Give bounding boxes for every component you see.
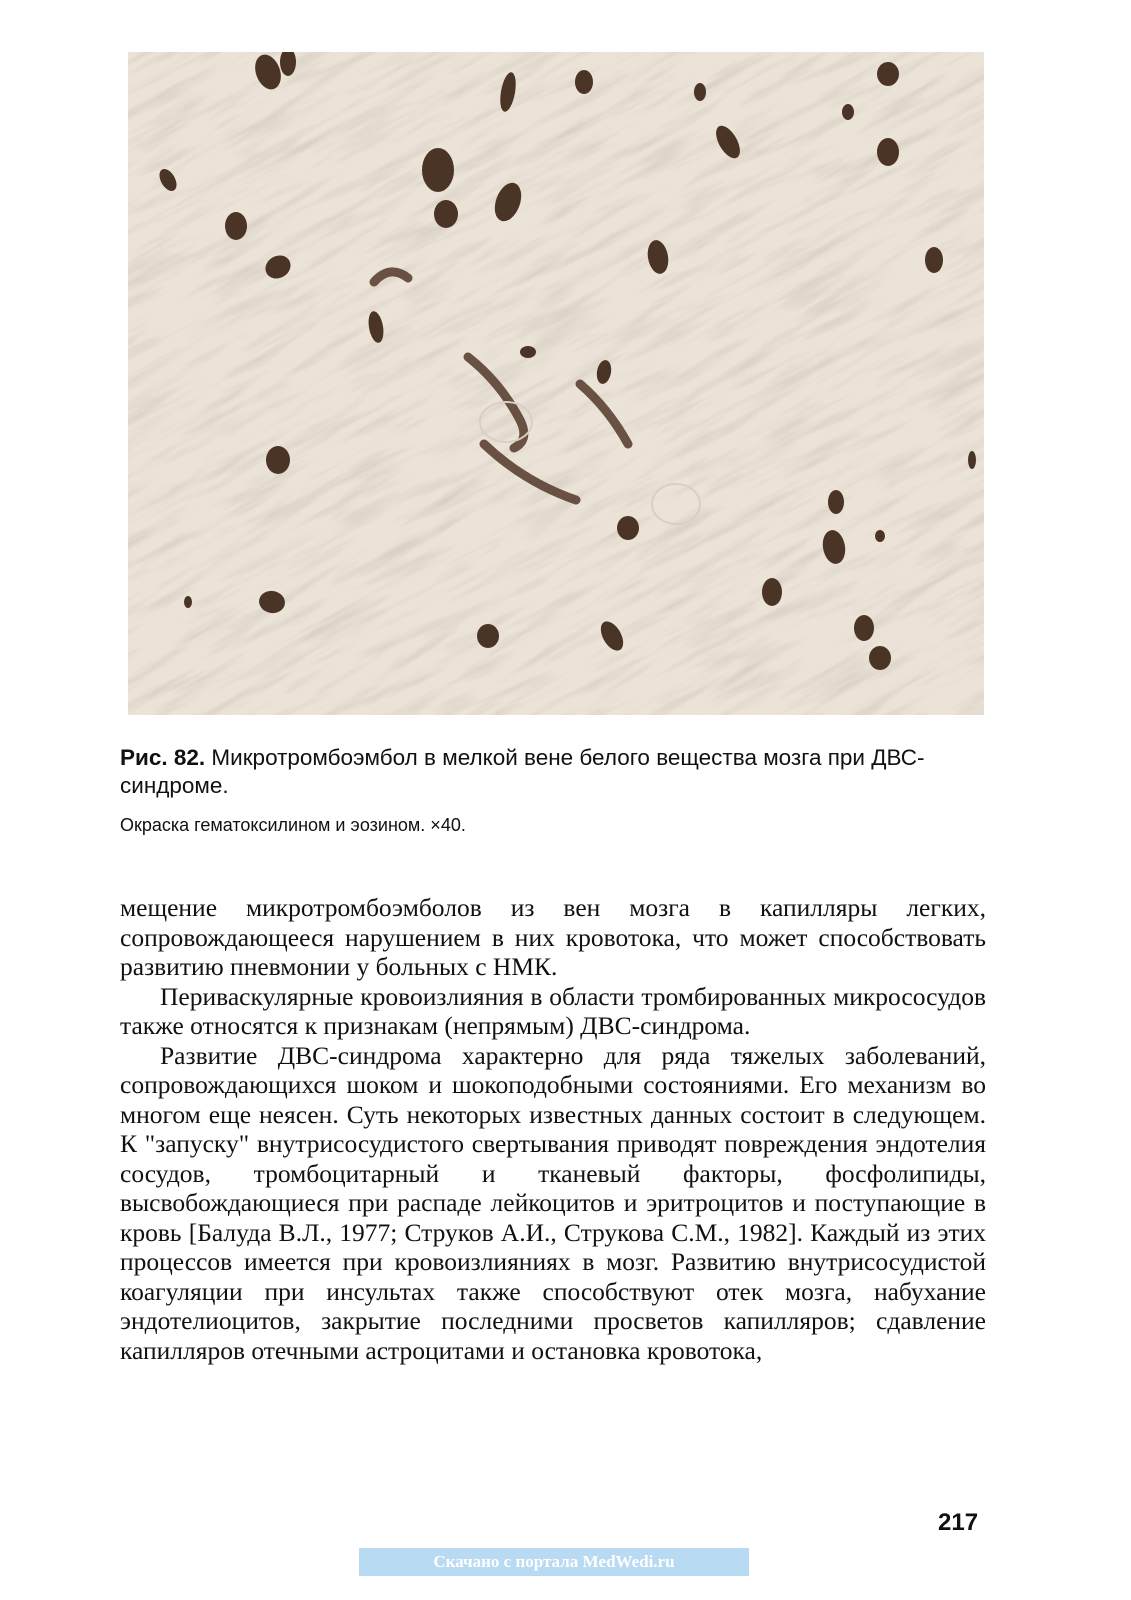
cell-nucleus xyxy=(575,70,593,94)
micrograph-image xyxy=(128,52,984,715)
cell-nucleus xyxy=(842,104,854,120)
cell-nucleus xyxy=(694,83,706,101)
cell-nucleus xyxy=(184,596,192,608)
cell-nucleus xyxy=(617,516,639,540)
cell-nucleus xyxy=(477,624,499,648)
page-number: 217 xyxy=(938,1509,979,1536)
cell-nucleus xyxy=(854,615,874,641)
micrograph-figure xyxy=(128,52,984,715)
stain-note: Окраска гематоксилином и эозином. ×40. xyxy=(120,815,466,835)
paragraph: мещение микротромбоэмболов из вен мозга в капилляры легких, сопровождающееся нарушением в них кровотока, что может способствовать развитию пневмонии у больных с НМК. xyxy=(120,893,986,981)
cell-nucleus xyxy=(877,138,899,166)
cell-nucleus xyxy=(520,346,536,358)
cell-nucleus xyxy=(925,247,943,273)
cell-nucleus xyxy=(266,446,290,474)
paragraph: Развитие ДВС-синдрома характерно для ряда тяжелых заболеваний, сопровождающихся шоком и шокоподобными состояниями. Его механизм во многом еще неясен. Суть некоторых известных данных состоит в следующем. К "запуску" внутрисосудистого свертывания приводят повреждения эндотелия сосудов, тромбоцитарный и тканевый факторы, фосфолипиды, высвобождающиеся при распаде лейкоцитов и эритроцитов и поступающие в кровь [Балуда В.Л., 1977; Струков А.И., Струкова С.М., 1982]. Каждый из этих процессов имеется при кровоизлияниях в мозг. Развитию внутрисосудистой коагуляции при инсультах также способствуют отек мозга, набухание эндотелиоцитов, закрытие последними просветов капилляров; сдавление капилляров отечными астроцитами и остановка кровотока, xyxy=(120,1040,986,1365)
body-text xyxy=(120,893,986,1365)
cell-nucleus xyxy=(877,62,899,86)
cell-nucleus xyxy=(434,200,458,228)
cell-nucleus xyxy=(225,212,247,240)
cell-nucleus xyxy=(762,578,782,606)
cell-nucleus xyxy=(828,490,844,514)
figure-caption-text: Микротромбоэмбол в мелкой вене белого вещества мозга при ДВС-синдроме. xyxy=(120,745,925,798)
paragraph: Периваскулярные кровоизлияния в области тромбированных микрососудов также относятся к признакам (непрямым) ДВС-синдрома. xyxy=(120,981,986,1040)
cell-nucleus xyxy=(968,451,976,469)
cell-nucleus xyxy=(869,646,891,670)
cell-nucleus xyxy=(875,530,885,542)
cell-nucleus xyxy=(422,148,454,192)
figure-caption xyxy=(120,744,1000,836)
figure-label: Рис. 82. xyxy=(120,745,206,770)
watermark-banner: Скачано с портала MedWedi.ru xyxy=(359,1548,749,1576)
